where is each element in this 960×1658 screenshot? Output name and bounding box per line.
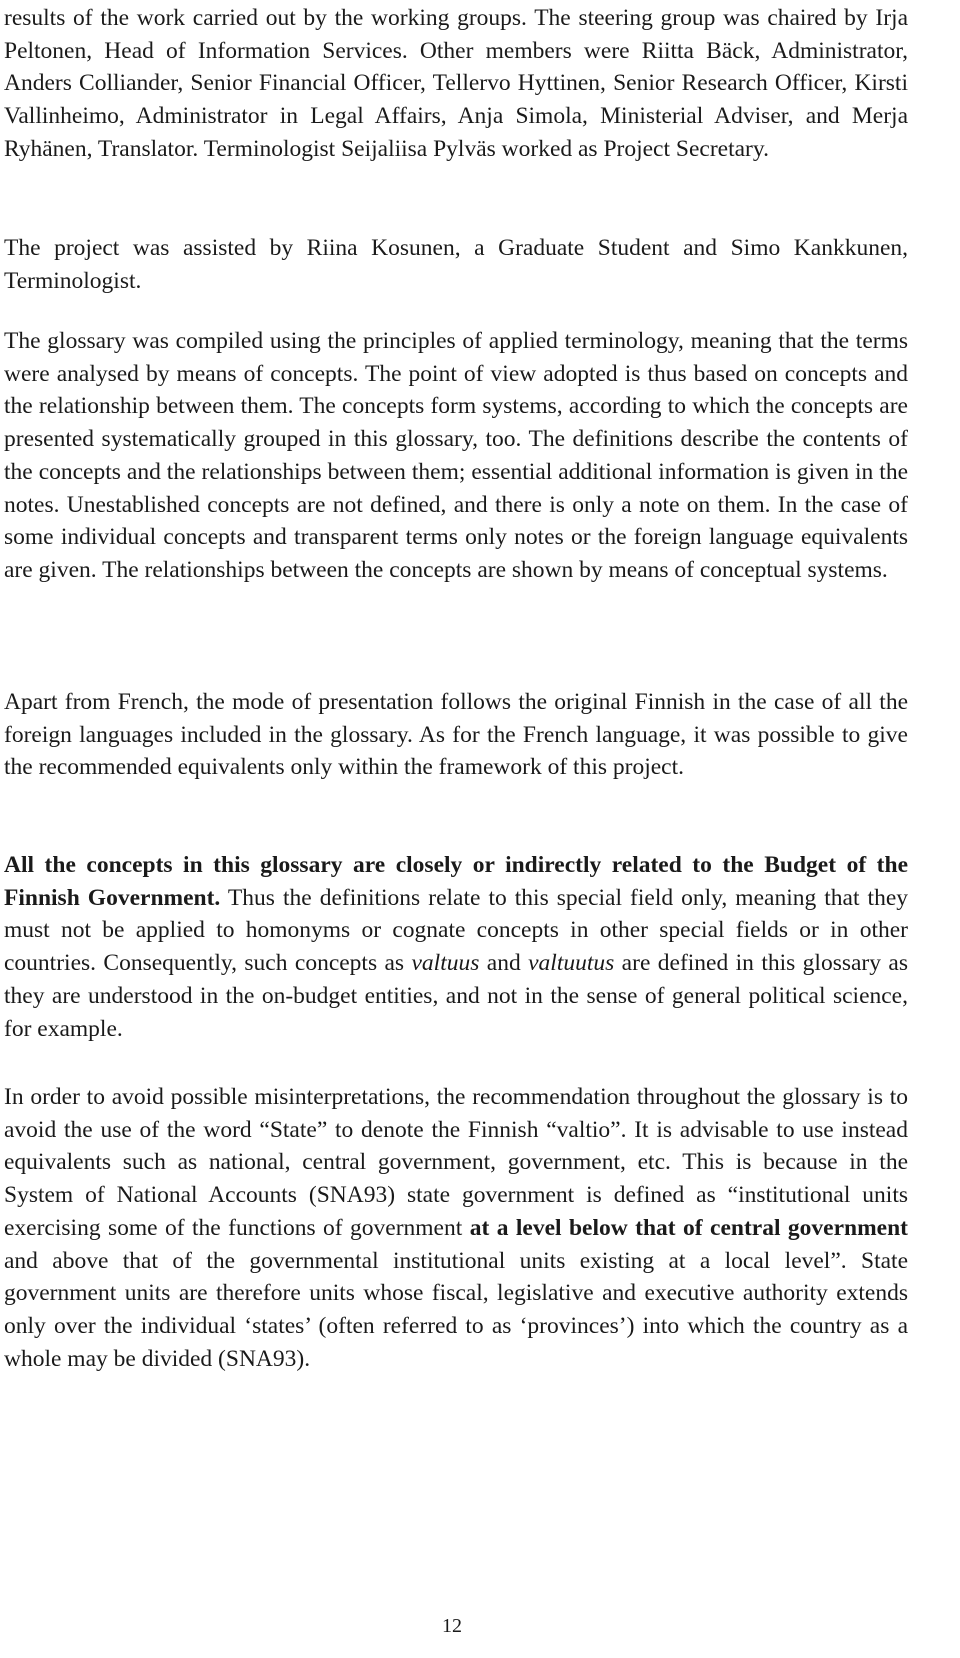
paragraph-state-terminology	[4, 1081, 908, 1375]
budget-scope-text-b: and	[479, 950, 529, 977]
paragraph-compilation-principles: The glossary was compiled using the principles of applied terminology, meaning that the terms were analysed by means of concepts. The point of view adopted is thus based on concepts and the relationship between them. The concepts form systems, according to which the concepts are presented systematically grouped in this glossary, too. The definitions describe the contents of the concepts and the relationships between them; essential additional information is given in the notes. Unestablished concepts are not defined, and there is only a note on them. In the case of some individual concepts and transparent terms only notes or the foreign language equivalents are given. The relationships between the concepts are shown by means of conceptual systems.	[4, 328, 908, 583]
state-terminology-text-a: In order to avoid possible misinterpretations, the recommendation throughout the glossary is to avoid the use of the word “State” to denote the Finnish “valtio”. It is advisable to use instead equivalents such as national, central government, government, etc. This is because in the System of National Accounts (SNA93) state government is defined as “institutional units exercising some of the functions of government	[4, 1084, 908, 1241]
state-terminology-text-b: and above that of the governmental institutional units existing at a local level”. State government units are therefore units whose fiscal, legislative and executive authority extends only over the individual ‘states’ (often referred to as ‘provinces’) into which the country as a whole may be divided (SNA93).	[4, 1247, 908, 1372]
paragraph-project-assistance: The project was assisted by Riina Kosunen, a Graduate Student and Simo Kankkunen, Terminologist.	[4, 235, 908, 294]
term-valtuus: valtuus	[411, 950, 480, 977]
paragraph-steering-group: results of the work carried out by the working groups. The steering group was chaired by Irja Peltonen, Head of Information Services. Other members were Riitta Bäck, Administrator, Anders Colliander, Senior Financial Officer, Tellervo Hyttinen, Senior Research Officer, Kirsti Vallinheimo, Administrator in Legal Affairs, Anja Simola, Ministerial Adviser, and Merja Ryhänen, Translator. Terminologist Seijaliisa Pylväs worked as Project Secretary.	[4, 5, 908, 162]
budget-scope-text-c: are defined in this glossary as they are understood in the on-budget entities, and not in the sense of general political science, for example.	[4, 950, 908, 1042]
page-number: 12	[442, 1615, 462, 1637]
budget-scope-bold-lead: All the concepts in this glossary are closely or indirectly related to the Budget of the Finnish Government.	[4, 852, 908, 911]
state-terminology-bold-mid: at a level below that of central government	[469, 1214, 908, 1241]
budget-scope-text-a: Thus the definitions relate to this special field only, meaning that they must not be applied to homonyms or cognate concepts in other special fields or in other countries. Consequently, such concepts as	[4, 884, 908, 977]
term-valtuutus: valtuutus	[528, 950, 615, 977]
paragraph-presentation-mode: Apart from French, the mode of presentation follows the original Finnish in the case of all the foreign languages included in the glossary. As for the French language, it was possible to give the recommended equivalents only within the framework of this project.	[4, 689, 908, 781]
paragraph-budget-scope	[4, 849, 908, 1045]
